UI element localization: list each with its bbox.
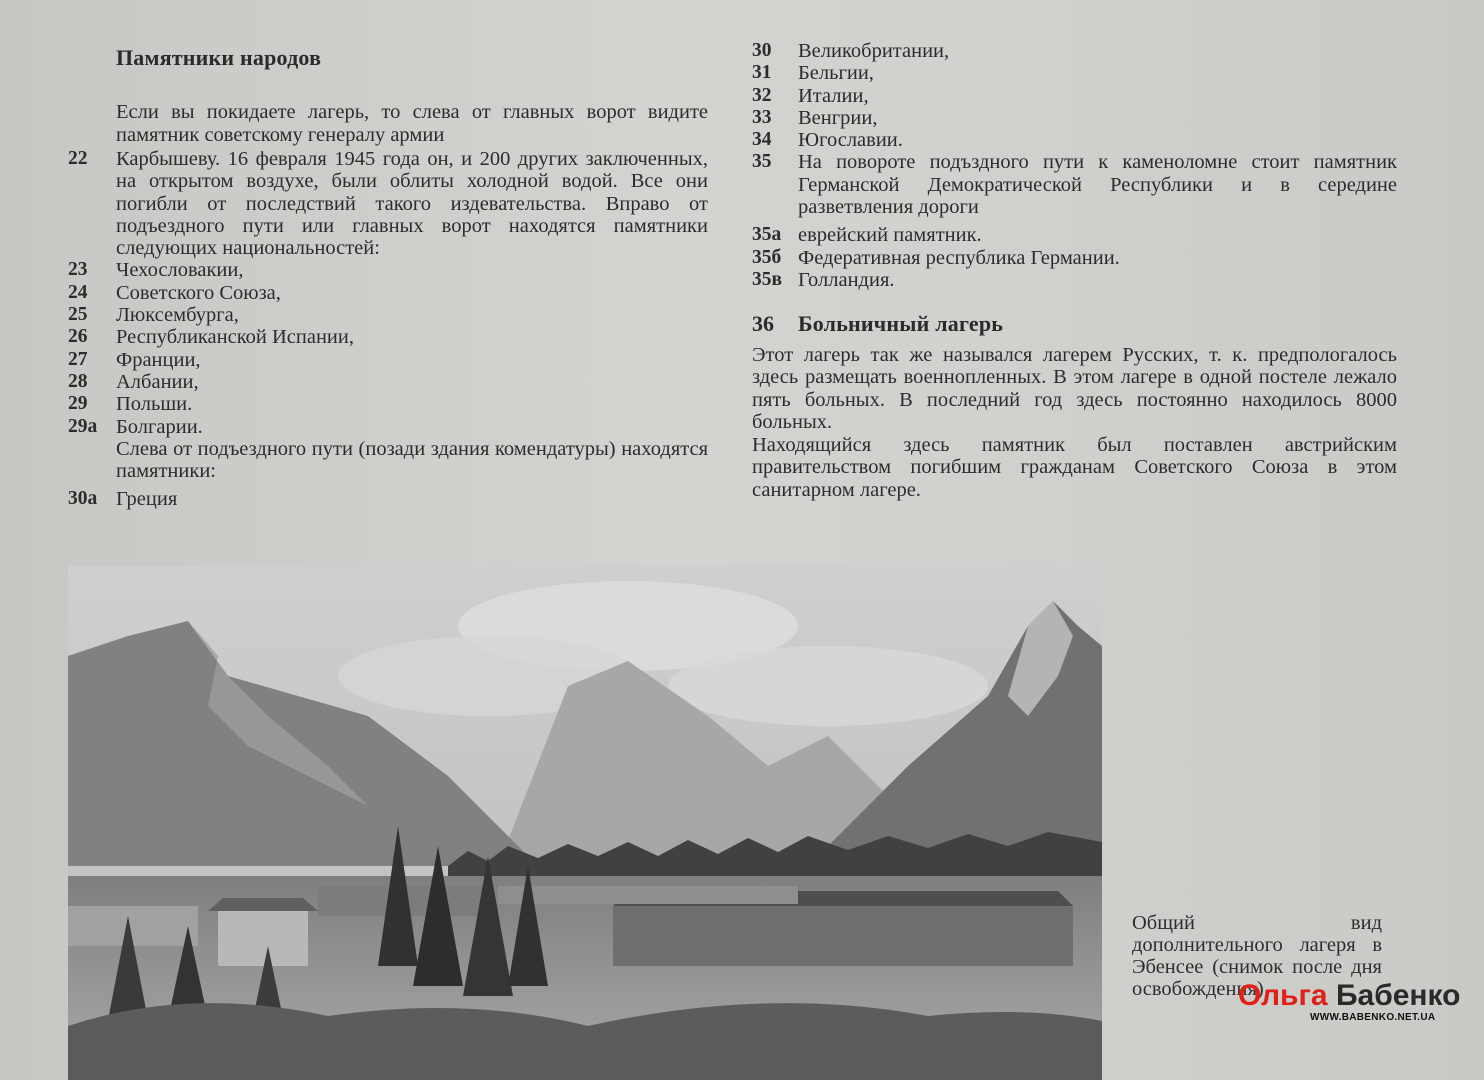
entry-number: 22 bbox=[68, 148, 88, 169]
entry-text: Греция bbox=[116, 488, 178, 511]
barrack bbox=[68, 906, 198, 946]
entry-number: 31 bbox=[752, 62, 772, 84]
list-item bbox=[752, 40, 1397, 62]
list-item bbox=[68, 349, 708, 371]
watermark bbox=[1238, 980, 1468, 1023]
left-of-road-note: Слева от подъездного пути (позади здания комендатуры) находятся памятники: bbox=[116, 437, 708, 483]
list-item bbox=[752, 269, 1397, 291]
entry-number: 29а bbox=[68, 415, 98, 437]
entry-number: 35 bbox=[752, 151, 772, 173]
list-item bbox=[68, 416, 708, 438]
watermark-name bbox=[1238, 980, 1468, 1012]
list-item bbox=[752, 151, 1397, 218]
country-list bbox=[752, 40, 1397, 218]
entry-number: 25 bbox=[68, 304, 88, 326]
section-36-heading bbox=[752, 313, 1397, 335]
country-list-continued bbox=[752, 224, 1397, 291]
entry-number: 35б bbox=[752, 246, 782, 268]
entry-text: Бельгии, bbox=[798, 62, 874, 85]
entry-number: 29 bbox=[68, 393, 88, 415]
hospital-paragraph-2: Находящийся здесь памятник был поставлен австрийским правительством погибшим гражданам Советского Союза в этом санитарном лагере. bbox=[752, 433, 1397, 501]
entry-number: 34 bbox=[752, 129, 772, 151]
entry-text: Республиканской Испании, bbox=[116, 326, 355, 349]
entry-text: Федеративная республика Германии. bbox=[798, 246, 1120, 269]
entry-text: Люксембурга, bbox=[116, 304, 239, 327]
entry-text: Италии, bbox=[798, 84, 869, 107]
entry-text: Югославии. bbox=[798, 129, 903, 152]
cloud bbox=[668, 646, 988, 726]
list-item bbox=[752, 129, 1397, 151]
photo-caption: Общий вид дополнительного лагеря в Эбенсее (снимок после дня освобождения) bbox=[1132, 912, 1382, 1000]
entry-number: 32 bbox=[752, 84, 772, 106]
entry-number: 30а bbox=[68, 488, 98, 510]
barrack-roof bbox=[208, 898, 318, 911]
entry-text: Польши. bbox=[116, 393, 193, 416]
section-heading-monuments: Памятники народов bbox=[116, 45, 322, 70]
entry-text: На повороте подъздного пути к каменоломне стоит памятник Германской Демократической Республики и в середине разветвления дороги bbox=[798, 151, 1397, 219]
entry-text: еврейский памятник. bbox=[798, 224, 982, 247]
list-item bbox=[68, 393, 708, 415]
entry-text: Чехословакии, bbox=[116, 259, 244, 282]
entry-number: 33 bbox=[752, 106, 772, 128]
list-item bbox=[752, 85, 1397, 107]
entry-text: Албании, bbox=[116, 370, 199, 393]
barrack-long bbox=[613, 906, 1073, 966]
entry-number: 35а bbox=[752, 224, 782, 246]
entry-number: 28 bbox=[68, 370, 88, 392]
list-item bbox=[752, 62, 1397, 84]
section-heading-hospital: Больничный лагерь bbox=[798, 311, 1004, 337]
list-item bbox=[68, 282, 708, 304]
camp-photograph bbox=[68, 566, 1102, 1080]
watermark-url: WWW.BABENKO.NET.UA bbox=[1310, 1012, 1436, 1023]
entry-text: Франции, bbox=[116, 348, 201, 371]
entry-text: Великобритании, bbox=[798, 40, 950, 62]
list-item bbox=[68, 326, 708, 348]
entry-text: Голландия. bbox=[798, 268, 895, 291]
list-item bbox=[68, 304, 708, 326]
entry-number: 23 bbox=[68, 259, 88, 281]
section-number: 36 bbox=[752, 311, 774, 337]
landscape-illustration bbox=[68, 566, 1102, 1080]
entry-number: 27 bbox=[68, 348, 88, 370]
list-item bbox=[68, 259, 708, 281]
barrack bbox=[218, 911, 308, 966]
entry-number: 30 bbox=[752, 40, 772, 61]
entry-text: Венгрии, bbox=[798, 106, 878, 129]
list-item bbox=[752, 247, 1397, 269]
left-column bbox=[68, 40, 708, 511]
entry-text: Советского Союза, bbox=[116, 281, 281, 304]
entry-number: 24 bbox=[68, 281, 88, 303]
list-item bbox=[752, 107, 1397, 129]
watermark-first-name: Ольга bbox=[1238, 979, 1328, 1012]
entry-number: 26 bbox=[68, 326, 88, 348]
entry-text: Болгарии. bbox=[116, 415, 203, 438]
watermark-last-name: Бабенко bbox=[1335, 979, 1461, 1012]
intro-paragraph: Если вы покидаете лагерь, то слева от главных ворот видите памятник советскому генералу армии bbox=[116, 101, 708, 146]
list-item bbox=[752, 224, 1397, 246]
entry-number: 35в bbox=[752, 268, 783, 290]
entry-22 bbox=[68, 148, 708, 259]
nationality-list bbox=[68, 259, 708, 437]
hospital-paragraph-1: Этот лагерь так же назывался лагерем Русских, т. к. предпологалось здесь размещать военнопленных. В этом лагере в одной постеле лежало пять больных. В последний год здесь постоянно находилось 8000 больных. bbox=[752, 343, 1397, 434]
barrack bbox=[498, 886, 798, 904]
right-column bbox=[752, 40, 1397, 501]
entry-30a bbox=[68, 488, 708, 510]
entry-text: Карбышеву. 16 февраля 1945 года он, и 200 других заключенных, на открытом воздухе, были облиты холодной водой. Все они погибли от последствий такого издевательства. Вправо от подъездного пути или главных ворот находятся памятники следующих национальностей: bbox=[116, 148, 708, 260]
list-item bbox=[68, 371, 708, 393]
